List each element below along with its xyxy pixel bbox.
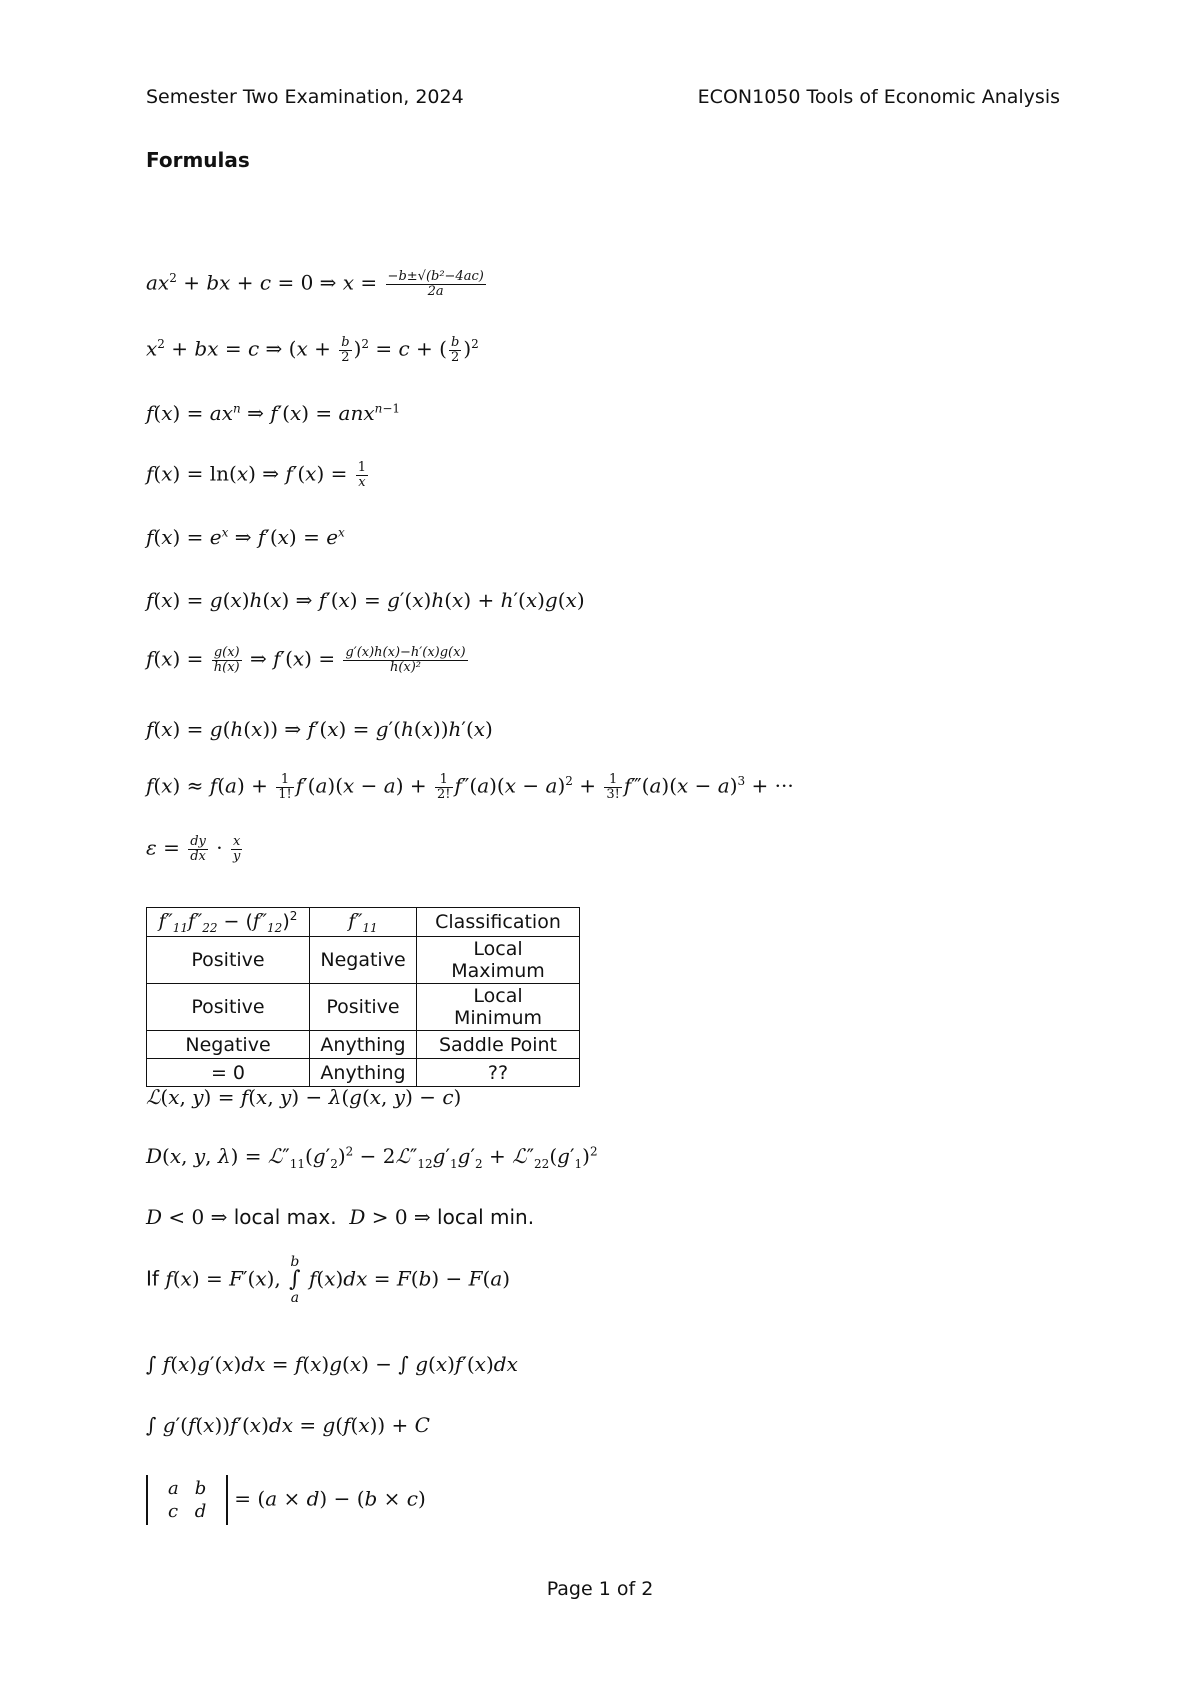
formula-substitution: ∫ g′(f(x))f′(x)dx = g(f(x)) + C [146, 1413, 430, 1437]
table-cell: Negative [310, 937, 417, 984]
table-header-row [147, 908, 580, 937]
formula-fundamental-theorem: If f(x) = F′(x), b ∫ a f(x)dx = F(b) − F(a) [146, 1254, 511, 1306]
formula-quotient-rule: f(x) = $\frac{g(x)}{h(x)}$ ⇒ f′(x) = $\frac{g'(x)h(x)-h'(x)g(x)}{\text{h(x)²}}$ [146, 645, 466, 675]
page-footer: Page 1 of 2 [546, 1578, 654, 1600]
table-cell: ?? [417, 1059, 580, 1087]
formula-power-rule: $f(x) = ax^n$ ⇒ f′(x) = anx$^{n-1}$ [146, 401, 401, 425]
page-title: Formulas [146, 148, 250, 172]
table-cell: Anything [310, 1059, 417, 1087]
table-cell: Local Maximum [417, 937, 580, 984]
formula-2x2-determinant: a b c d = (a × d) − (b × c) [146, 1475, 426, 1525]
formula-determinant-rule: D < 0 ⇒ local max. D > 0 ⇒ local min. [146, 1205, 535, 1229]
formula-lagrangian: ℒ(x, y) = f(x, y) − λ(g(x, y) − c) [146, 1085, 462, 1109]
table-row [147, 984, 580, 1031]
table-cell: Negative [147, 1031, 310, 1059]
table-cell: Positive [147, 984, 310, 1031]
table-cell: Positive [147, 937, 310, 984]
classification-table [146, 907, 580, 1087]
determinant-matrix: a b c d [146, 1475, 228, 1525]
formula-integration-by-parts: ∫ f(x)g′(x)dx = f(x)g(x) − ∫ g(x)f′(x)dx [146, 1352, 518, 1376]
table-cell: Positive [310, 984, 417, 1031]
table-header-cell: Classification [417, 908, 580, 937]
table-row [147, 937, 580, 984]
table-header-cell: $f''_{11}f''_{22} - (f''_{12})^2$ [147, 908, 310, 937]
table-row [147, 1031, 580, 1059]
formula-log-rule: f(x) = ln(x) ⇒ f′(x) = $\frac{1}{x}$ [146, 460, 367, 490]
table-cell: Local Minimum [417, 984, 580, 1031]
formula-exp-rule: $f(x) = e^x$ ⇒ $f'(x) = e^x$ [146, 525, 345, 549]
formula-elasticity: ε = $\frac{dy}{dx}$ · $\frac{x}{y}$ [146, 834, 241, 864]
table-cell: Anything [310, 1031, 417, 1059]
table-row [147, 1059, 580, 1087]
formula-taylor: f(x) ≈ f(a) + $\frac{1}{1!}$ f′(a)(x − a) + $\frac{1}{2!}$ $f''(a)(x - a)^2$ + $\frac{1}{3!}$ f‴(a)(x − a)$^3$ + ··· [146, 772, 794, 802]
formula-product-rule: f(x) = g(x)h(x) ⇒ f′(x) = g′(x)h(x) + h′(x)g(x) [146, 588, 585, 612]
table-header-cell: $f''_{11}$ [310, 908, 417, 937]
header-right: ECON1050 Tools of Economic Analysis [697, 86, 1060, 108]
header-left: Semester Two Examination, 2024 [146, 86, 464, 108]
formula-bordered-determinant: D(x, y, $\lambda) = ℒ''_{11}(g'_2)^2$ − $2ℒ''_{12}g'_1g'_2$ + $ℒ''_{22}(g'_1)^2$ [146, 1144, 598, 1171]
table-cell: Saddle Point [417, 1031, 580, 1059]
formula-quadratic: $ax^2$ + bx + c = 0 ⇒ x = $\frac{\text{−b±√(b²−4ac)}}{2a}$ [146, 269, 484, 299]
table-cell: = 0 [147, 1059, 310, 1087]
formula-completing-square: $x^2$ + bx = c ⇒ (x + $\frac{b}{2}$ )$^2$ = c + ( $\frac{b}{2}$ )$^2$ [146, 335, 479, 365]
formula-chain-rule: f(x) = g(h(x)) ⇒ f′(x) = g′(h(x))h′(x) [146, 717, 493, 741]
